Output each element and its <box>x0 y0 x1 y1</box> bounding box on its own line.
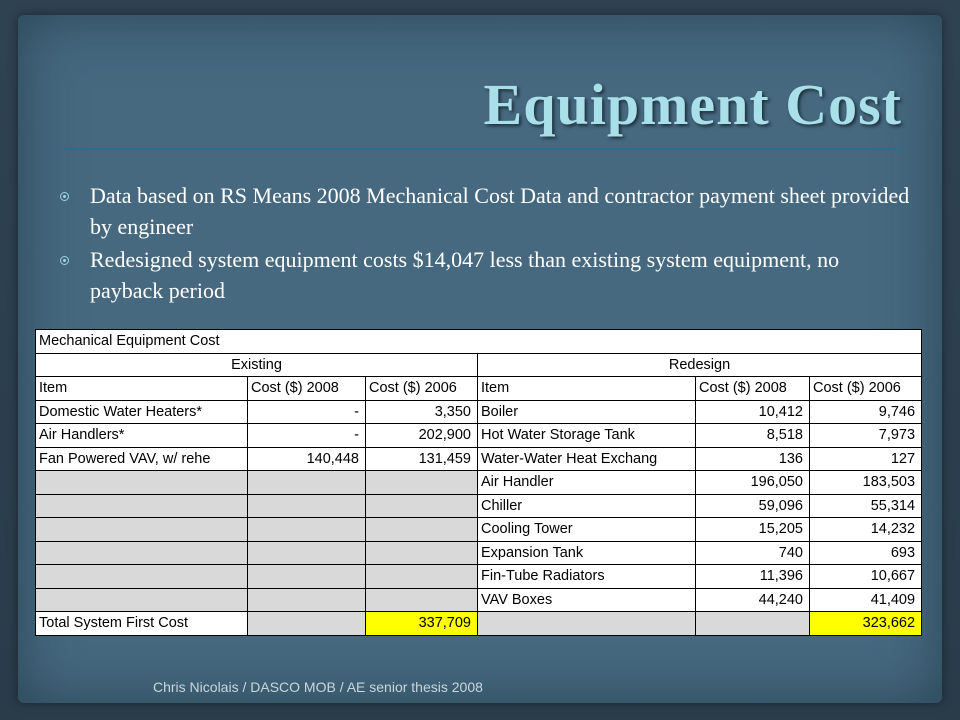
redesign-cost-2008-cell: 196,050 <box>696 471 810 495</box>
empty-cell <box>36 471 248 495</box>
redesign-item-cell: Chiller <box>478 494 696 518</box>
empty-cell <box>248 612 366 636</box>
existing-item-cell: Air Handlers* <box>36 424 248 448</box>
redesign-item-cell: Water-Water Heat Exchang <box>478 447 696 471</box>
empty-cell <box>36 565 248 589</box>
redesign-cost-2008-cell: 59,096 <box>696 494 810 518</box>
table-row <box>36 494 922 518</box>
existing-cost-2008-cell: 140,448 <box>248 447 366 471</box>
existing-cost-2006-cell: 131,459 <box>366 447 478 471</box>
group-header-redesign: Redesign <box>478 353 922 377</box>
redesign-cost-2006-cell: 10,667 <box>810 565 922 589</box>
column-header: Cost ($) 2006 <box>366 377 478 401</box>
empty-cell <box>248 588 366 612</box>
existing-item-cell: Fan Powered VAV, w/ rehe <box>36 447 248 471</box>
empty-cell <box>248 471 366 495</box>
redesign-cost-2006-cell: 183,503 <box>810 471 922 495</box>
empty-cell <box>366 565 478 589</box>
redesign-item-cell: Air Handler <box>478 471 696 495</box>
redesign-cost-2006-cell: 41,409 <box>810 588 922 612</box>
empty-cell <box>366 541 478 565</box>
existing-cost-2008-cell: - <box>248 424 366 448</box>
column-header: Cost ($) 2008 <box>248 377 366 401</box>
empty-cell <box>36 494 248 518</box>
empty-cell <box>248 518 366 542</box>
table-row <box>36 447 922 471</box>
redesign-cost-2006-cell: 14,232 <box>810 518 922 542</box>
bullet-list <box>54 180 914 308</box>
bullet-item <box>54 244 914 306</box>
empty-cell <box>36 541 248 565</box>
table-row <box>36 588 922 612</box>
table-row <box>36 400 922 424</box>
empty-cell <box>696 612 810 636</box>
redesign-cost-2006-cell: 55,314 <box>810 494 922 518</box>
table-row <box>36 565 922 589</box>
existing-item-cell: Domestic Water Heaters* <box>36 400 248 424</box>
table-row <box>36 518 922 542</box>
redesign-cost-2008-cell: 10,412 <box>696 400 810 424</box>
column-header: Cost ($) 2008 <box>696 377 810 401</box>
redesign-item-cell: VAV Boxes <box>478 588 696 612</box>
bullet-icon <box>60 256 69 265</box>
table-row <box>36 424 922 448</box>
redesign-item-cell: Expansion Tank <box>478 541 696 565</box>
bullet-text: Redesigned system equipment costs $14,047 less than existing system equipment, no payback period <box>90 247 840 303</box>
column-header: Cost ($) 2006 <box>810 377 922 401</box>
redesign-cost-2006-cell: 693 <box>810 541 922 565</box>
empty-cell <box>248 541 366 565</box>
table-caption-row <box>36 330 922 354</box>
total-row <box>36 612 922 636</box>
empty-cell <box>36 588 248 612</box>
table-caption: Mechanical Equipment Cost <box>36 330 922 354</box>
redesign-cost-2008-cell: 11,396 <box>696 565 810 589</box>
redesign-cost-2006-cell: 7,973 <box>810 424 922 448</box>
title-divider <box>63 148 903 150</box>
redesign-item-cell: Cooling Tower <box>478 518 696 542</box>
empty-cell <box>248 565 366 589</box>
total-redesign-cost-2006: 323,662 <box>810 612 922 636</box>
redesign-item-cell: Hot Water Storage Tank <box>478 424 696 448</box>
redesign-item-cell: Fin-Tube Radiators <box>478 565 696 589</box>
existing-cost-2008-cell: - <box>248 400 366 424</box>
redesign-item-cell: Boiler <box>478 400 696 424</box>
empty-cell <box>478 612 696 636</box>
bullet-icon <box>60 192 69 201</box>
total-existing-cost-2006: 337,709 <box>366 612 478 636</box>
column-header: Item <box>36 377 248 401</box>
total-label: Total System First Cost <box>36 612 248 636</box>
empty-cell <box>36 518 248 542</box>
redesign-cost-2008-cell: 136 <box>696 447 810 471</box>
existing-cost-2006-cell: 3,350 <box>366 400 478 424</box>
redesign-cost-2008-cell: 8,518 <box>696 424 810 448</box>
slide-footer: Chris Nicolais / DASCO MOB / AE senior thesis 2008 <box>153 679 483 695</box>
bullet-item <box>54 180 914 242</box>
empty-cell <box>366 588 478 612</box>
existing-cost-2006-cell: 202,900 <box>366 424 478 448</box>
redesign-cost-2008-cell: 740 <box>696 541 810 565</box>
table-row <box>36 471 922 495</box>
slide-title: Equipment Cost <box>483 72 902 137</box>
empty-cell <box>366 494 478 518</box>
table-group-row <box>36 353 922 377</box>
column-header: Item <box>478 377 696 401</box>
group-header-existing: Existing <box>36 353 478 377</box>
empty-cell <box>366 518 478 542</box>
redesign-cost-2006-cell: 127 <box>810 447 922 471</box>
table-header-row <box>36 377 922 401</box>
bullet-text: Data based on RS Means 2008 Mechanical Cost Data and contractor payment sheet provided by engineer <box>90 183 910 239</box>
empty-cell <box>248 494 366 518</box>
redesign-cost-2008-cell: 44,240 <box>696 588 810 612</box>
redesign-cost-2006-cell: 9,746 <box>810 400 922 424</box>
table-row <box>36 541 922 565</box>
equipment-cost-table <box>35 329 922 636</box>
redesign-cost-2008-cell: 15,205 <box>696 518 810 542</box>
empty-cell <box>366 471 478 495</box>
